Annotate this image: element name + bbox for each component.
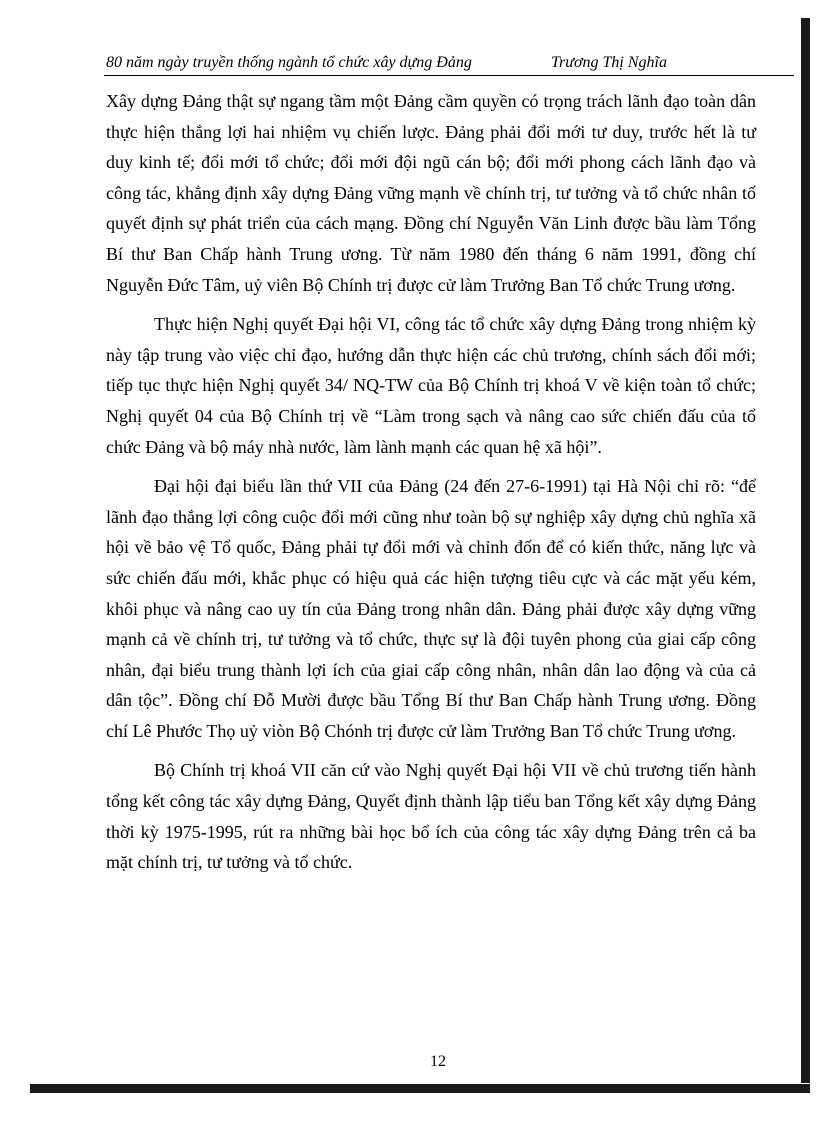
page-shadow-bottom [30, 1084, 810, 1093]
paragraph-4: Bộ Chính trị khoá VII căn cứ vào Nghị quyết Đại hội VII về chủ trương tiến hành tổng kết công tác xây dựng Đảng, Quyết định thành lập tiểu ban Tổng kết xây dựng Đảng thời kỳ 1975-1995, rút ra những bài học bổ ích của công tác xây dựng Đảng trên cả ba mặt chính trị, tư tưởng và tổ chức. [106, 760, 756, 873]
paragraph-1: Xây dựng Đảng thật sự ngang tầm một Đảng cầm quyền có trọng trách lãnh đạo toàn dân thực hiện thắng lợi hai nhiệm vụ chiến lược. Đảng phải đổi mới tư duy, trước hết là tư duy kinh tế; đổi mới tổ chức; đổi mới đội ngũ cán bộ; đổi mới phong cách lãnh đạo và công tác, khẳng định xây dựng Đảng vững mạnh về chính trị, tư tưởng và tổ chức nhân tố quyết định sự phát triển của cách mạng. Đồng chí Nguyễn Văn Linh được bầu làm Tổng Bí thư Ban Chấp hành Trung ương. Từ năm 1980 đến tháng 6 năm 1991, đồng chí Nguyễn Đức Tâm, uỷ viên Bộ Chính trị được cử làm Trưởng Ban Tổ chức Trung ương. [106, 91, 756, 295]
header-author: Trương Thị Nghĩa [551, 54, 667, 71]
paragraph-3: Đại hội đại biểu lần thứ VII của Đảng (24 đến 27-6-1991) tại Hà Nội chỉ rõ: “để lãnh đạo thắng lợi công cuộc đổi mới cũng như toàn bộ sự nghiệp xây dựng chủ nghĩa xã hội về bảo vệ Tổ quốc, Đảng phải tự đổi mới và chỉnh đốn để có kiến thức, năng lực và sức chiến đấu mới, khắc phục có hiệu quả các hiện tượng tiêu cực và các mặt yếu kém, khôi phục và nâng cao uy tín của Đảng trong nhân dân. Đảng phải được xây dựng vững mạnh cả về chính trị, tư tưởng và tổ chức, thực sự là đội tuyên phong của giai cấp công nhân, đại biểu trung thành lợi ích của giai cấp công nhân, nhân dân lao động và của cả dân tộc”. Đồng chí Đỗ Mười được bầu Tổng Bí thư Ban Chấp hành Trung ương. Đồng chí Lê Phước Thọ uỷ viòn Bộ Chónh trị được cử làm Trưởng Ban Tổ chức Trung ương. [106, 476, 756, 741]
body-text [106, 86, 756, 878]
running-header [104, 51, 794, 76]
header-title: 80 năm ngày truyền thống ngành tổ chức xây dựng Đảng [106, 54, 472, 71]
page-shadow-right [801, 18, 810, 1083]
page-number: 12 [430, 1053, 446, 1070]
paragraph-2: Thực hiện Nghị quyết Đại hội VI, công tác tổ chức xây dựng Đảng trong nhiệm kỳ này tập trung vào việc chỉ đạo, hướng dẫn thực hiện các chủ trương, chính sách đổi mới; tiếp tục thực hiện Nghị quyết 34/ NQ-TW của Bộ Chính trị khoá V về kiện toàn tổ chức; Nghị quyết 04 của Bộ Chính trị về “Làm trong sạch và nâng cao sức chiến đấu của tổ chức Đảng và bộ máy nhà nước, làm lành mạnh các quan hệ xã hội”. [106, 314, 756, 457]
